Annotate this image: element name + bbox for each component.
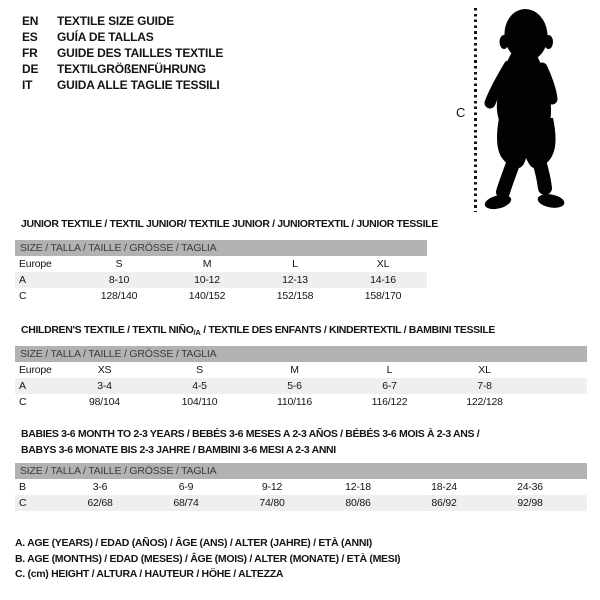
size-header-bar: SIZE / TALLA / TAILLE / GRÖSSE / TAGLIA [15,463,587,479]
size-cell: 7-8 [437,378,532,394]
baby-silhouette-icon [483,6,571,212]
language-title: TEXTILGRÖßENFÜHRUNG [57,62,206,76]
language-title: GUÍA DE TALLAS [57,30,154,44]
babies-title-line1: BABIES 3-6 MONTH TO 2-3 YEARS / BEBÉS 3-6 MESES A 2-3 AÑOS / BÉBÉS 3-6 MOIS À 2-3 ANS / [21,428,480,440]
language-code: DE [22,62,39,76]
language-row-en [22,13,223,29]
footnotes [15,536,400,583]
size-cell: M [290,364,299,376]
spacer-cell [532,378,587,394]
language-code: EN [22,14,39,28]
junior-table-title: JUNIOR TEXTILE / TEXTIL JUNIOR/ TEXTILE JUNIOR / JUNIORTEXTIL / JUNIOR TESSILE [21,218,438,230]
children-size-table [15,346,587,410]
language-row-es [22,29,223,45]
size-cell: 152/158 [276,290,314,302]
size-cell: 6-9 [178,481,194,493]
size-cell: 9-12 [261,481,283,493]
size-cell: XS [97,364,112,376]
table-row [15,256,427,272]
language-code: ES [22,30,38,44]
children-title-suffix: / TEXTILE DES ENFANTS / KINDERTEXTIL / BAMBINI TESSILE [200,324,496,336]
babies-table-title [21,427,479,458]
size-cell: XL [376,258,390,270]
junior-size-table [15,240,427,304]
language-code: IT [22,78,33,92]
table-row [15,495,587,511]
table-row [15,378,587,394]
language-row-de [22,61,223,77]
footnote-b: B. AGE (MONTHS) / EDAD (MESES) / ÂGE (MOIS) / ALTER (MONATE) / ETÀ (MESI) [15,552,401,565]
size-cell: 3-4 [57,378,152,394]
language-row-it [22,77,223,93]
size-cell: 4-5 [152,378,247,394]
size-cell: 158/170 [364,290,402,302]
size-cell: 12-13 [251,272,339,288]
measure-dashed-line [474,8,477,212]
size-cell: 122/128 [466,396,503,408]
footnote-c: C. (cm) HEIGHT / ALTURA / HAUTEUR / HÖHE / ALTEZZA [15,568,284,581]
language-title: TEXTILE SIZE GUIDE [57,14,175,28]
size-cell: S [115,258,123,270]
size-cell: S [196,364,203,376]
table-row [15,288,427,304]
size-cell: L [292,258,298,270]
table-row [15,479,587,495]
row-label-cell: C [15,495,57,511]
language-code: FR [22,46,38,60]
spacer-cell [573,495,587,511]
row-label-cell: Europe [19,364,52,376]
size-cell: XL [478,364,491,376]
size-cell: 14-16 [339,272,427,288]
size-cell: L [386,364,393,376]
row-label-cell: Europe [19,258,52,270]
row-label-cell: A [15,272,75,288]
size-cell: 98/104 [89,396,120,408]
footnote-a: A. AGE (YEARS) / EDAD (AÑOS) / ÂGE (ANS) / ALTER (JAHRE) / ETÀ (ANNI) [15,537,372,549]
size-cell: 116/122 [371,396,408,408]
row-label-cell: C [19,290,27,302]
size-cell: 62/68 [57,495,143,511]
row-label-cell: B [19,481,26,493]
children-table-title [21,324,495,339]
size-cell: M [202,258,212,270]
babies-title-line2: BABYS 3-6 MONATE BIS 2-3 JAHRE / BAMBINI 3-6 MESI A 2-3 ANNI [21,443,336,456]
size-cell: 92/98 [487,495,573,511]
size-header-bar: SIZE / TALLA / TAILLE / GRÖSSE / TAGLIA [15,346,587,362]
spacer-cell [532,394,587,410]
size-cell: 6-7 [342,378,437,394]
table-row [15,362,587,378]
language-title: GUIDE DES TAILLES TEXTILE [57,46,224,60]
size-cell: 5-6 [247,378,342,394]
children-title-prefix: CHILDREN'S TEXTILE / TEXTIL NIÑO [21,324,194,336]
size-cell: 104/110 [181,396,218,408]
size-cell: 68/74 [143,495,229,511]
size-header-bar: SIZE / TALLA / TAILLE / GRÖSSE / TAGLIA [15,240,427,256]
row-label-cell: C [19,396,27,408]
size-cell: 74/80 [229,495,315,511]
size-cell: 86/92 [401,495,487,511]
language-list [22,13,223,93]
size-cell: 128/140 [100,290,138,302]
size-cell: 140/152 [188,290,226,302]
size-cell: 80/86 [315,495,401,511]
language-row-fr [22,45,223,61]
babies-size-table [15,463,587,511]
size-cell: 10-12 [163,272,251,288]
table-row [15,394,587,410]
table-row [15,272,427,288]
spacer-cell [532,362,587,378]
measure-label-c: C [456,105,466,120]
row-label-cell: A [15,378,57,394]
size-cell: 8-10 [75,272,163,288]
spacer-cell [573,479,587,495]
size-cell: 12-18 [345,481,371,493]
size-cell: 24-36 [517,481,543,493]
size-cell: 18-24 [431,481,457,493]
size-cell: 110/116 [277,396,312,408]
children-title-subscript: /A [193,328,201,337]
size-cell: 3-6 [92,481,108,493]
language-title: GUIDA ALLE TAGLIE TESSILI [57,78,220,92]
